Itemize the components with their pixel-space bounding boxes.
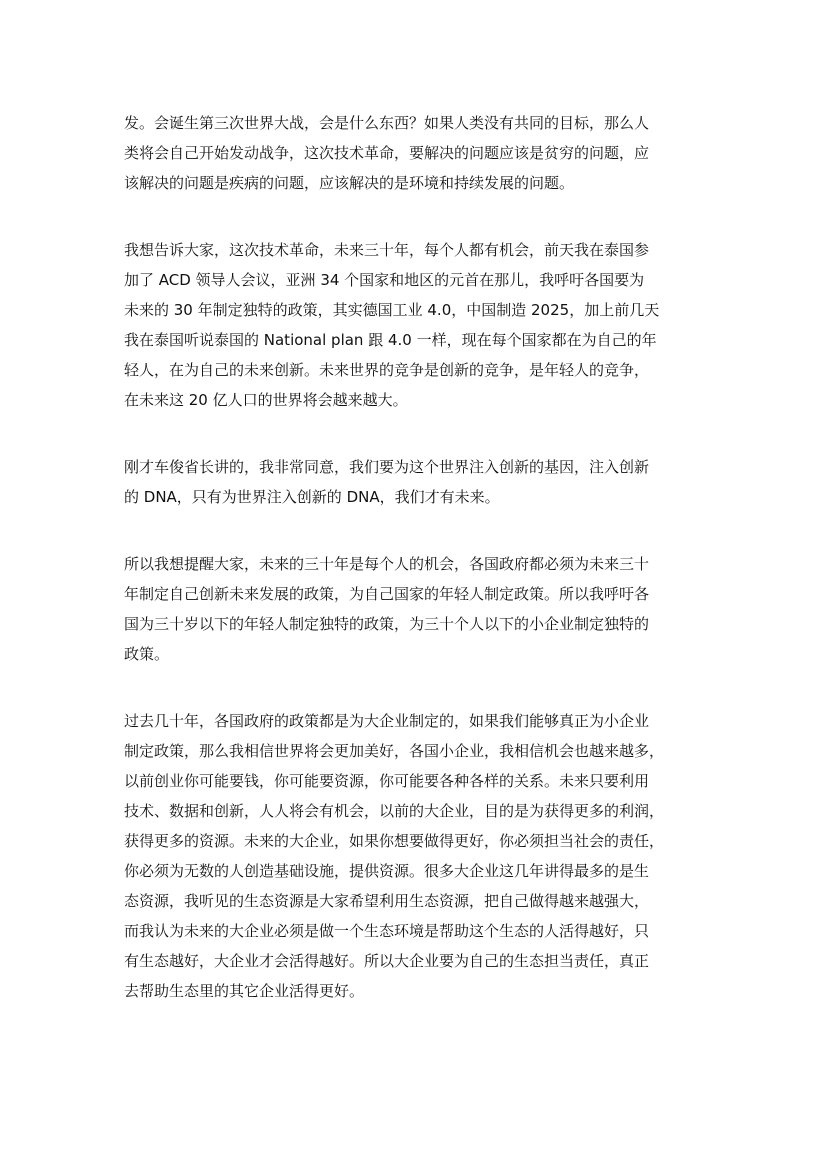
text-line: 而我认为未来的大企业必须是做一个生态环境是帮助这个生态的人活得越好，只 [124, 922, 650, 940]
text-line: 加了 ACD 领导人会议，亚洲 34 个国家和地区的元首在那儿，我呼吁各国要为 [124, 271, 645, 289]
text-line: 发。会诞生第三次世界大战，会是什么东西？如果人类没有共同的目标，那么人 [124, 114, 650, 132]
text-line: 过去几十年，各国政府的政策都是为大企业制定的，如果我们能够真正为小企业 [124, 712, 650, 730]
text-line: 国为三十岁以下的年轻人制定独特的政策，为三十个人以下的小企业制定独特的 [124, 615, 650, 633]
text-line: 去帮助生态里的其它企业活得更好。 [124, 982, 365, 1000]
text-line: 类将会自己开始发动战争，这次技术革命，要解决的问题应该是贫穷的问题，应 [124, 144, 650, 162]
text-line: 年制定自己创新未来发展的政策，为自己国家的年轻人制定政策。所以我呼吁各 [124, 585, 650, 603]
text-line: 制定政策，那么我相信世界将会更加美好，各国小企业，我相信机会也越来越多， [124, 742, 665, 760]
text-line: 我在泰国听说泰国的 National plan 跟 4.0 一样，现在每个国家都在为自己的年 [124, 331, 657, 349]
text-line: 有生态越好，大企业才会活得越好。所以大企业要为自己的生态担当责任，真正 [124, 952, 650, 970]
text-line: 技术、数据和创新，人人将会有机会，以前的大企业，目的是为获得更多的利润， [124, 802, 665, 820]
text-line: 的 DNA，只有为世界注入创新的 DNA，我们才有未来。 [124, 488, 500, 506]
text-line: 政策。 [124, 645, 170, 663]
text-line: 未来的 30 年制定独特的政策，其实德国工业 4.0，中国制造 2025，加上前几天 [124, 301, 660, 319]
text-line: 你必须为无数的人创造基础设施，提供资源。很多大企业这几年讲得最多的是生 [124, 862, 650, 880]
text-line: 所以我想提醒大家，未来的三十年是每个人的机会，各国政府都必须为未来三十 [124, 555, 650, 573]
text-line: 刚才车俊省长讲的，我非常同意，我们要为这个世界注入创新的基因，注入创新 [124, 458, 650, 476]
text-line: 在未来这 20 亿人口的世界将会越来越大。 [124, 391, 408, 409]
paragraph-2 [124, 235, 704, 415]
text-line: 该解决的问题是疾病的问题，应该解决的是环境和持续发展的问题。 [124, 174, 575, 192]
paragraph-4 [124, 549, 704, 669]
paragraph-5 [124, 706, 704, 1006]
text-line: 态资源，我听见的生态资源是大家希望利用生态资源，把自己做得越来越强大， [124, 892, 650, 910]
paragraph-1 [124, 108, 704, 198]
text-line: 我想告诉大家，这次技术革命，未来三十年，每个人都有机会，前天我在泰国参 [124, 241, 650, 259]
text-line: 以前创业你可能要钱，你可能要资源，你可能要各种各样的关系。未来只要利用 [124, 772, 650, 790]
text-line: 轻人，在为自己的未来创新。未来世界的竞争是创新的竞争，是年轻人的竞争， [124, 361, 650, 379]
text-line: 获得更多的资源。未来的大企业，如果你想要做得更好，你必须担当社会的责任， [124, 832, 665, 850]
document-body [124, 108, 704, 1043]
paragraph-3 [124, 452, 704, 512]
